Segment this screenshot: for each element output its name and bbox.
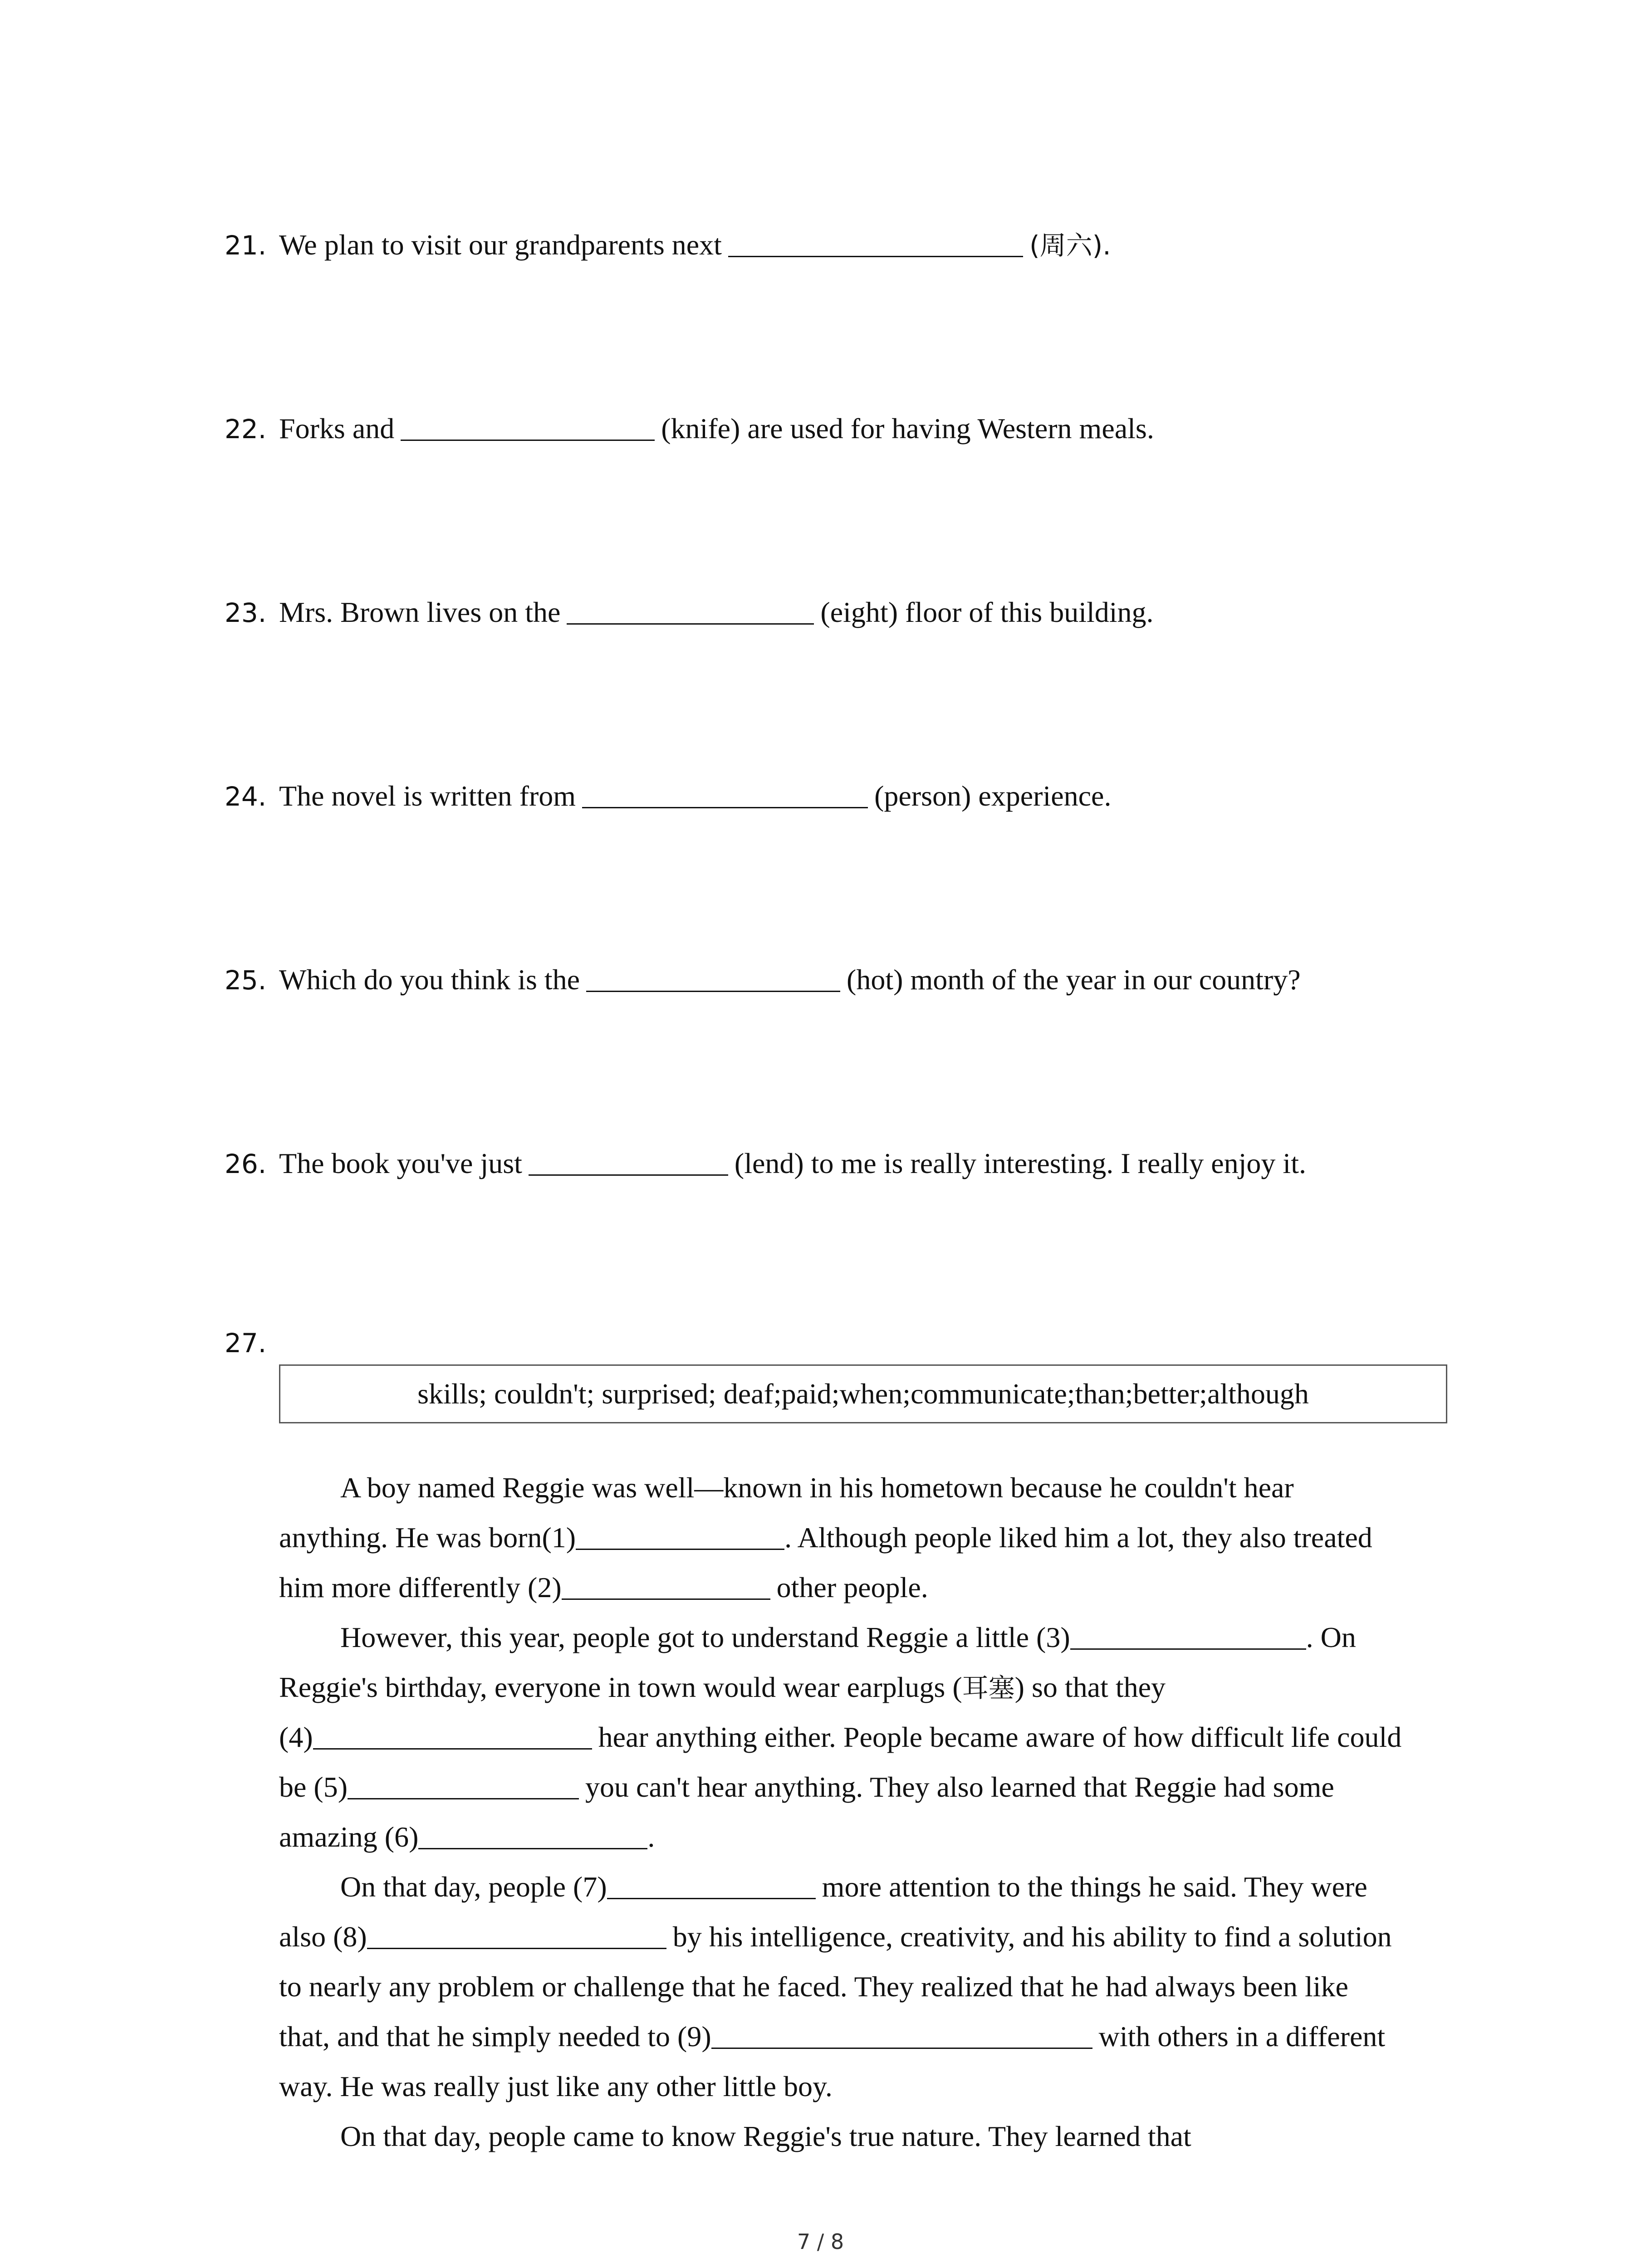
answer-blank-5[interactable] [348,1771,579,1799]
question-text: The novel is written from [279,780,576,812]
answer-blank-9[interactable] [711,2020,1092,2049]
passage-text: . [647,1821,655,1853]
passage-text: A boy named Reggie was well—known in his hometown because he couldn't hear [340,1471,1294,1504]
passage-line [279,2112,1463,2161]
passage-text: more attention to the things he said. They were [822,1871,1367,1903]
cloze-passage [279,1463,1463,2161]
passage-text: On that day, people (7) [340,1871,607,1903]
hint-text: (hot) [847,963,903,996]
question-number: 23. [225,597,267,628]
question-25 [225,962,1301,998]
passage-line [279,1463,1463,1513]
passage-line [279,1962,1463,2012]
passage-text: ) so that they [1014,1671,1166,1703]
passage-line [279,1662,1463,1712]
question-number: 21. [225,230,267,261]
question-number: 25. [225,965,267,996]
passage-line [279,1513,1463,1563]
passage-text: way. He was really just like any other little boy. [279,2070,833,2102]
passage-text: other people. [776,1571,928,1603]
answer-blank[interactable] [586,963,840,992]
word-bank-box [279,1364,1447,1423]
answer-blank-8[interactable] [367,1921,666,1949]
hint-text: (knife) [661,412,740,445]
question-21 [225,227,1111,264]
passage-text: . On [1306,1621,1356,1653]
passage-text: that, and that he simply needed to (9) [279,2020,711,2053]
passage-text: On that day, people came to know Reggie's true nature. They learned that [340,2120,1191,2152]
passage-line [279,2062,1463,2112]
passage-text: also (8) [279,1921,367,1953]
passage-line [279,2012,1463,2062]
question-26 [225,1145,1306,1182]
passage-text: you can't hear anything. They also learned that Reggie had some [585,1771,1334,1803]
passage-text: (4) [279,1721,313,1753]
question-text-after: experience. [978,780,1112,812]
question-number: 27. [225,1328,267,1359]
question-text-after: month of the year in our country? [910,963,1301,996]
page-number: 7 / 8 [797,2229,844,2254]
answer-blank-2[interactable] [562,1571,770,1600]
question-22 [225,411,1154,447]
answer-blank-1[interactable] [576,1521,784,1550]
question-text-after: floor of this building. [905,596,1154,628]
question-text: Which do you think is the [279,963,580,996]
passage-text: . Although people liked him a lot, they also treated [784,1521,1372,1554]
passage-text: hear anything either. People became aware of how difficult life could [598,1721,1402,1753]
passage-text: to nearly any problem or challenge that he faced. They realized that he had always been like [279,1970,1348,2003]
question-23 [225,594,1154,631]
chinese-gloss: 耳塞 [962,1672,1015,1703]
passage-text: by his intelligence, creativity, and his ability to find a solution [672,1921,1392,1953]
answer-blank-6[interactable] [418,1821,647,1849]
passage-text: him more differently (2) [279,1571,562,1603]
hint-text: (周六). [1029,230,1111,261]
hint-text: (lend) [734,1147,804,1179]
question-number: 22. [225,414,267,445]
question-24 [225,778,1111,815]
passage-line [279,1812,1463,1862]
question-number: 26. [225,1149,267,1179]
passage-line [279,1563,1463,1613]
passage-line [279,1613,1463,1662]
word-bank-text: skills; couldn't; surprised; deaf;paid;when;communicate;than;better;although [417,1378,1309,1410]
passage-text: Reggie's birthday, everyone in town would wear earplugs ( [279,1671,962,1703]
passage-line [279,1862,1463,1912]
question-text: The book you've just [279,1147,522,1179]
answer-blank-3[interactable] [1070,1621,1306,1650]
question-number: 24. [225,781,267,812]
answer-blank[interactable] [529,1147,728,1176]
answer-blank[interactable] [567,596,814,625]
answer-blank[interactable] [728,229,1023,257]
hint-text: (eight) [820,596,898,628]
passage-line [279,1712,1463,1762]
passage-line [279,1912,1463,1962]
passage-text: amazing (6) [279,1821,419,1853]
question-text-after: to me is really interesting. I really enjoy it. [811,1147,1306,1179]
passage-line [279,1762,1463,1812]
answer-blank-7[interactable] [607,1871,816,1899]
answer-blank[interactable] [401,412,655,441]
passage-text: However, this year, people got to understand Reggie a little (3) [340,1621,1070,1653]
question-text-after: are used for having Western meals. [747,412,1154,445]
question-text: Mrs. Brown lives on the [279,596,561,628]
passage-text: be (5) [279,1771,348,1803]
question-27 [225,1325,279,1361]
question-text: Forks and [279,412,395,445]
hint-text: (person) [874,780,971,812]
answer-blank[interactable] [582,780,868,808]
passage-text: with others in a different [1098,2020,1386,2053]
question-text: We plan to visit our grandparents next [279,229,722,261]
answer-blank-4[interactable] [313,1721,592,1750]
passage-text: anything. He was born(1) [279,1521,576,1554]
